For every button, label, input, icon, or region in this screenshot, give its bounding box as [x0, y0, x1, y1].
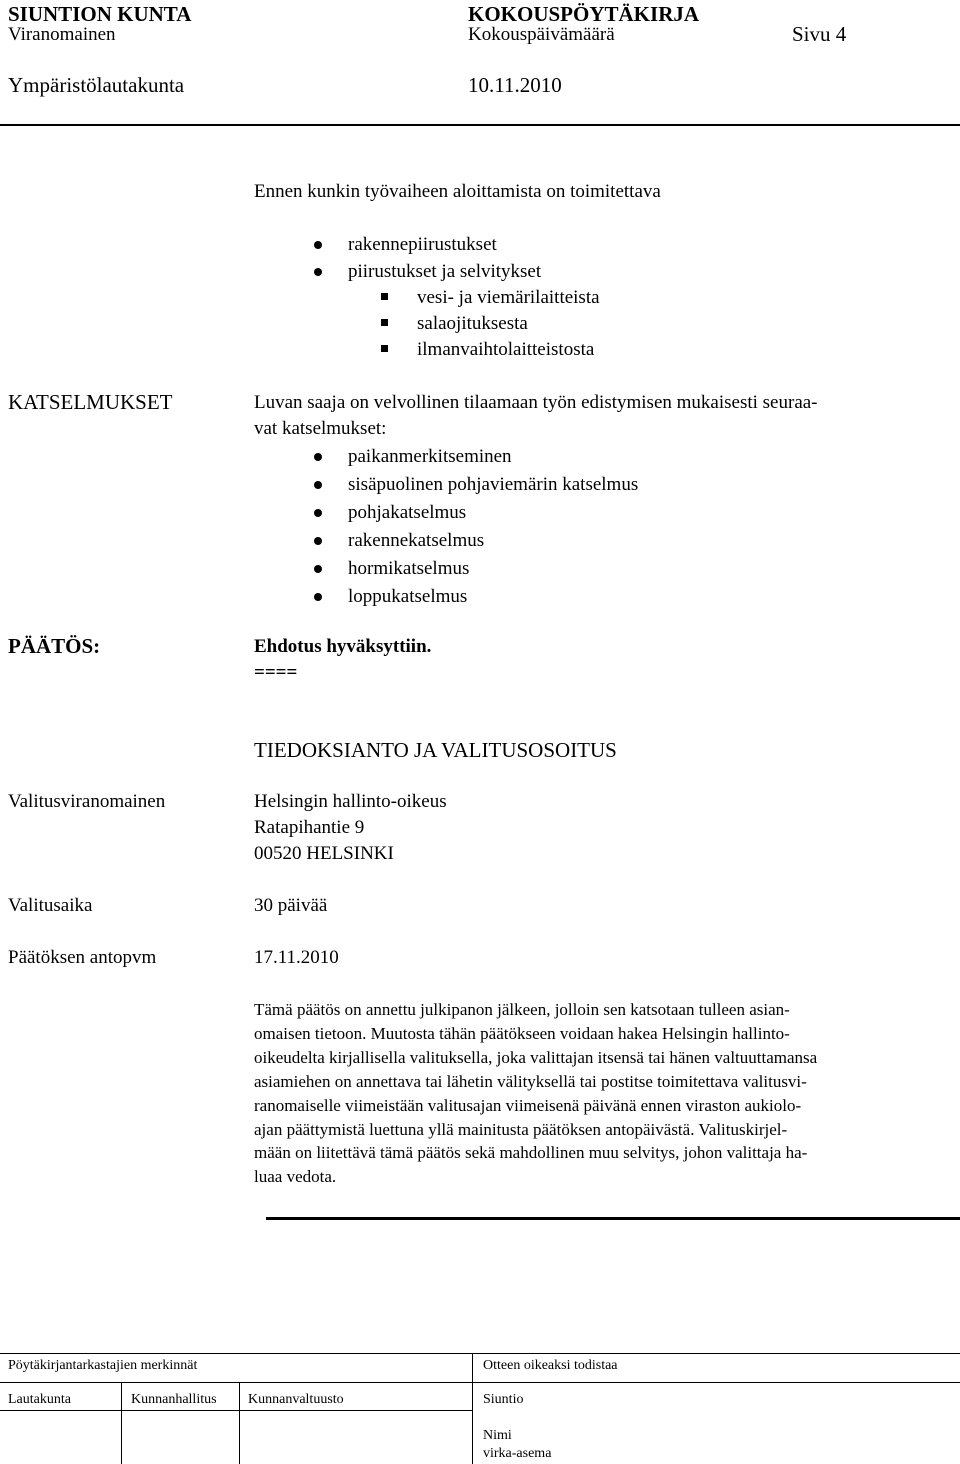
katselmukset-text-line1: Luvan saaja on velvollinen tilaamaan työn edistymisen mukaisesti seuraa- — [254, 392, 818, 413]
list-item — [348, 583, 638, 611]
list-item-text: vesi- ja viemärilaitteista — [417, 287, 600, 308]
decision-date: 17.11.2010 — [254, 947, 339, 968]
bullet-icon — [314, 268, 322, 276]
list-item — [348, 231, 541, 258]
paragraph-line: Tämä päätös on annettu julkipanon jälkeen, jolloin sen katsotaan tulleen asian- — [254, 1000, 790, 1019]
paragraph-line: ajan päättymistä luettuna yllä mainitusta päätöksen antopäivästä. Valituskirjel- — [254, 1119, 788, 1139]
paragraph-line: oikeudelta kirjallisella valituksella, joka valittajan itsensä tai hänen valtuuttamansa — [254, 1047, 818, 1067]
footer-right-title: Otteen oikeaksi todistaa — [483, 1358, 618, 1373]
meeting-date: 10.11.2010 — [468, 73, 562, 97]
document-type: KOKOUSPÖYTÄKIRJA — [468, 2, 700, 26]
footer-col-divider — [121, 1382, 122, 1464]
authority-name: Ympäristölautakunta — [8, 73, 185, 97]
end-rule — [266, 1217, 960, 1220]
document-list — [348, 231, 541, 284]
appeal-period-label: Valitusaika — [8, 895, 93, 916]
appeal-authority-label: Valitusviranomainen — [8, 791, 166, 812]
list-item-text: pohjakatselmus — [348, 502, 467, 523]
section-label-decision: PÄÄTÖS: — [8, 634, 101, 658]
footer-place: Siuntio — [483, 1392, 524, 1407]
list-item — [348, 527, 638, 555]
list-item-text: paikanmerkitseminen — [348, 446, 512, 467]
decision-separator: ==== — [254, 662, 298, 683]
square-bullet-icon — [381, 293, 388, 300]
list-item — [417, 336, 600, 362]
list-item-text: ilmanvaihtolaitteistosta — [417, 339, 595, 360]
paragraph-line: ranomaiselle viimeistään valitusajan viimeisenä päivänä ennen viraston aukiolo- — [254, 1095, 802, 1115]
bullet-icon — [314, 509, 322, 517]
list-item — [348, 555, 638, 583]
footer-row-border — [0, 1410, 472, 1411]
authority-label: Viranomainen — [8, 24, 116, 45]
list-item — [417, 310, 600, 336]
list-item — [348, 471, 638, 499]
footer-col-lautakunta: Lautakunta — [8, 1392, 71, 1407]
bullet-icon — [314, 481, 322, 489]
appeal-period: 30 päivää — [254, 895, 328, 916]
footer-top-border — [0, 1353, 960, 1354]
list-item — [417, 284, 600, 310]
bullet-icon — [314, 241, 322, 249]
footer-name-label: Nimi — [483, 1428, 512, 1443]
meeting-date-label: Kokouspäivämäärä — [468, 24, 615, 45]
document-sublist — [417, 284, 600, 362]
bullet-icon — [314, 593, 322, 601]
footer-position-label: virka-asema — [483, 1446, 552, 1461]
footer-col-kunnanhallitus: Kunnanhallitus — [131, 1392, 217, 1407]
square-bullet-icon — [381, 345, 388, 352]
list-item — [348, 499, 638, 527]
bullet-icon — [314, 453, 322, 461]
list-item — [348, 258, 541, 284]
municipality-name: SIUNTION KUNTA — [8, 2, 192, 26]
paragraph-line: luaa vedota. — [254, 1167, 337, 1187]
square-bullet-icon — [381, 319, 388, 326]
list-item-text: piirustukset ja selvitykset — [348, 261, 542, 282]
intro-text: Ennen kunkin työvaiheen aloittamista on toimitettava — [254, 181, 661, 202]
list-item-text: loppukatselmus — [348, 586, 468, 607]
list-item-text: sisäpuolinen pohjaviemärin katselmus — [348, 474, 639, 495]
bullet-icon — [314, 537, 322, 545]
footer-col-kunnanvaltuusto: Kunnanvaltuusto — [248, 1392, 344, 1407]
appeal-authority-line2: Ratapihantie 9 — [254, 817, 365, 838]
katselmukset-text-line2: vat katselmukset: — [254, 418, 387, 439]
footer-col-divider — [239, 1382, 240, 1464]
inspection-list — [348, 443, 638, 611]
footer-left-title: Pöytäkirjantarkastajien merkinnät — [8, 1358, 198, 1373]
footer-header-border — [0, 1382, 960, 1383]
header-rule — [0, 124, 960, 126]
paragraph-line: mään on liitettävä tämä päätös sekä mahdollinen muu selvitys, johon valittaja ha- — [254, 1143, 808, 1163]
appeal-authority-line1: Helsingin hallinto-oikeus — [254, 791, 447, 812]
list-item-text: salaojituksesta — [417, 313, 528, 334]
paragraph-line: omaisen tietoon. Muutosta tähän päätökseen voidaan hakea Helsingin hallinto- — [254, 1023, 790, 1043]
paragraph-line: asiamiehen on annettava tai lähetin välityksellä tai postitse toimitettava valitusvi- — [254, 1071, 807, 1091]
list-item-text: hormikatselmus — [348, 558, 470, 579]
section-label-katselmukset: KATSELMUKSET — [8, 390, 173, 414]
decision-date-label: Päätöksen antopvm — [8, 947, 157, 968]
list-item-text: rakennekatselmus — [348, 530, 485, 551]
footer-mid-divider — [472, 1353, 473, 1464]
appeal-instructions — [254, 998, 944, 1189]
list-item-text: rakennepiirustukset — [348, 234, 497, 255]
list-item — [348, 443, 638, 471]
bullet-icon — [314, 565, 322, 573]
page-number: Sivu 4 — [792, 22, 847, 46]
appeal-authority-line3: 00520 HELSINKI — [254, 843, 394, 864]
decision-text: Ehdotus hyväksyttiin. — [254, 636, 432, 657]
appeal-title: TIEDOKSIANTO JA VALITUSOSOITUS — [254, 738, 617, 762]
